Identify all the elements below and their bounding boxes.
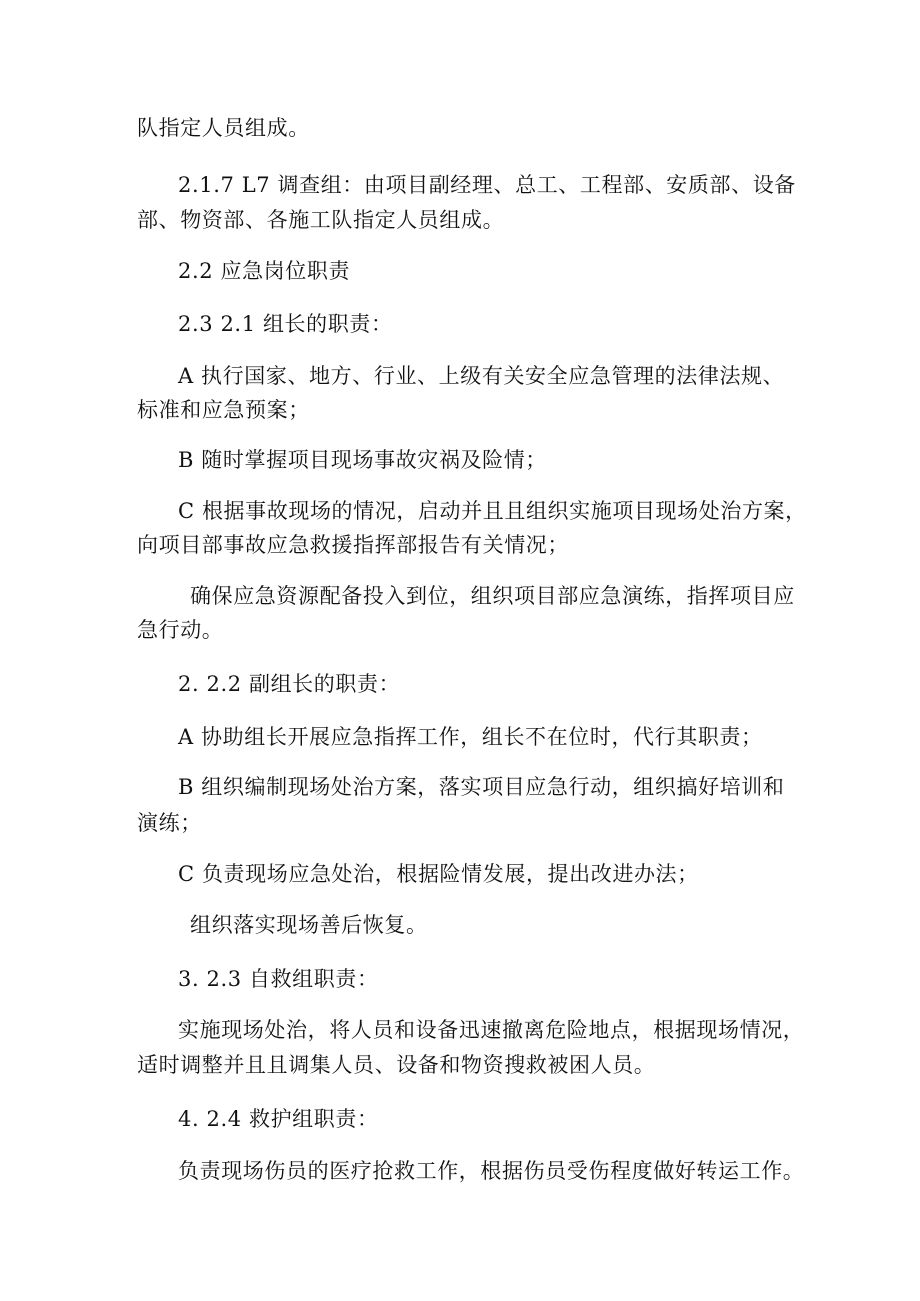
leader-duty-c-line-2: 向项目部事故应急救援指挥部报告有关情况； — [137, 533, 569, 557]
self-rescue-duty-line-1: 实施现场处治，将人员和设备迅速撤离危险地点，根据现场情况， — [178, 1018, 805, 1042]
section-2-3-heading: 2.3 2.1 组长的职责： — [178, 312, 393, 336]
deputy-duty-b-line-2: 演练； — [137, 811, 202, 835]
medical-team-duty: 负责现场伤员的医疗抢救工作，根据伤员受伤程度做好转运工作。 — [178, 1159, 805, 1183]
leader-duty-d-line-2: 急行动。 — [137, 618, 224, 642]
section-2-1-7-line-1: 2.1.7 L7 调查组：由项目副经理、总工、工程部、安质部、设备 — [178, 173, 796, 197]
leader-duty-a-line-1: A 执行国家、地方、行业、上级有关安全应急管理的法律法规、 — [178, 364, 785, 388]
medical-team-heading: 4. 2.4 救护组职责： — [178, 1107, 379, 1131]
self-rescue-duty-line-2: 适时调整并且且调集人员、设备和物资搜救被困人员。 — [137, 1053, 656, 1077]
deputy-duty-c: C 负责现场应急处治，根据险情发展，提出改进办法； — [178, 862, 699, 886]
self-rescue-heading: 3. 2.3 自救组职责： — [178, 967, 379, 991]
paragraph-line: 队指定人员组成。 — [137, 116, 310, 140]
deputy-duty-b-line-1: B 组织编制现场处治方案，落实项目应急行动，组织搞好培训和 — [178, 775, 785, 799]
leader-duty-b: B 随时掌握项目现场事故灾祸及险情； — [178, 448, 547, 472]
deputy-duty-a: A 协助组长开展应急指挥工作，组长不在位时，代行其职责； — [178, 725, 763, 749]
section-2-1-7-line-2: 部、物资部、各施工队指定人员组成。 — [137, 208, 505, 232]
leader-duty-d-line-1: 确保应急资源配备投入到位，组织项目部应急演练，指挥项目应 — [190, 584, 795, 608]
leader-duty-a-line-2: 标准和应急预案； — [137, 398, 310, 422]
deputy-leader-heading: 2. 2.2 副组长的职责： — [178, 672, 401, 696]
deputy-duty-d: 组织落实现场善后恢复。 — [190, 913, 428, 937]
leader-duty-c-line-1: C 根据事故现场的情况，启动并且且组织实施项目现场处治方案， — [178, 499, 807, 523]
section-2-2-heading: 2.2 应急岗位职责 — [178, 259, 351, 283]
